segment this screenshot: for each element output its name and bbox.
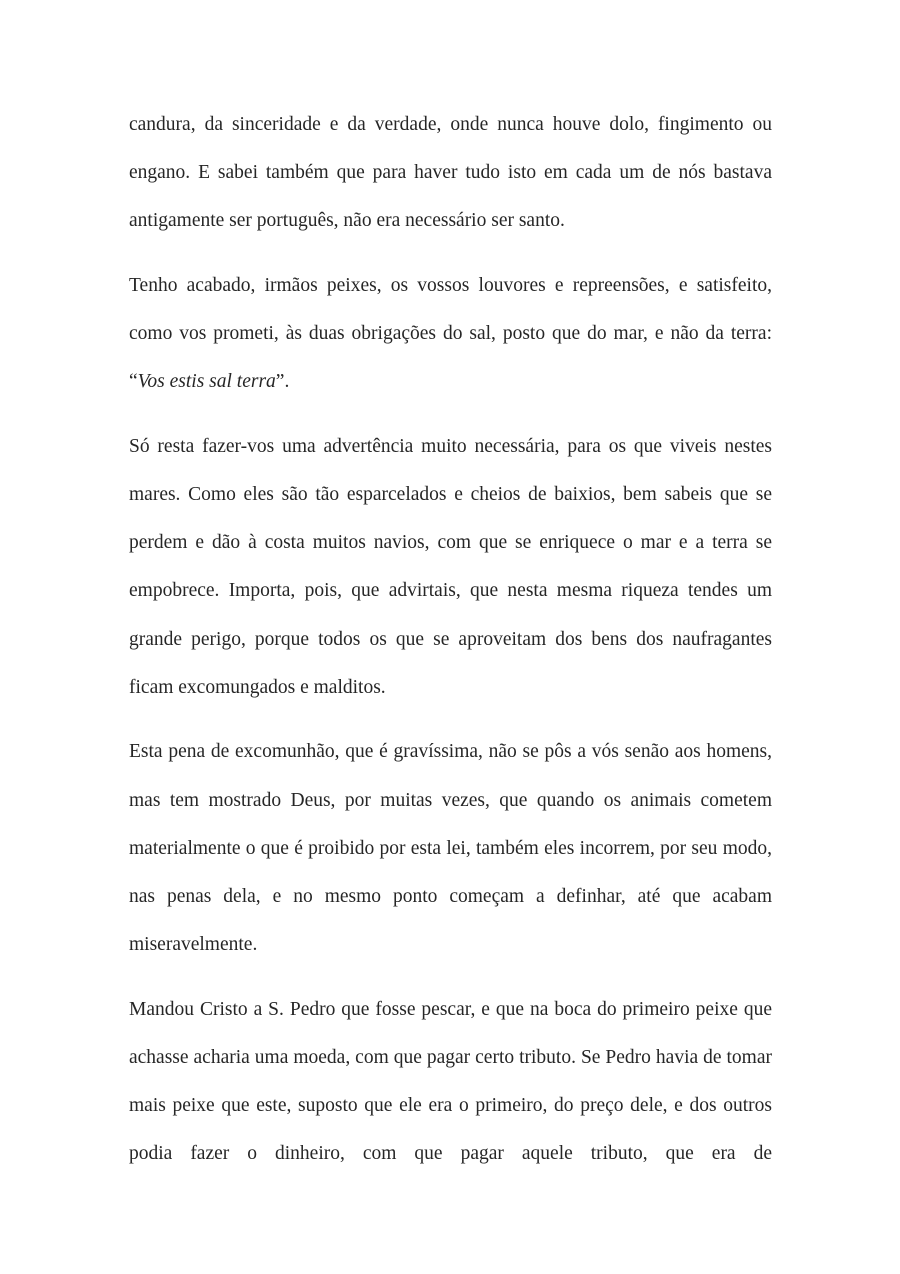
paragraph-4: Esta pena de excomunhão, que é gravíssima, não se pôs a vós senão aos homens, mas tem mostrado Deus, por muitas vezes, que quando os animais cometem materialmente o que é proibido por esta lei, também eles incorrem, por seu modo, nas penas dela, e no mesmo ponto começam a definhar, até que acabam miseravelmente. [129, 741, 772, 956]
body-text [129, 101, 772, 1178]
paragraph-2-text: Tenho acabado, irmãos peixes, os vossos louvores e repreensões, e satisfeito, como vos prometi, às duas obrigações do sal, posto que do mar, e não da terra: “ [129, 274, 772, 393]
paragraph-3: Só resta fazer-vos uma advertência muito necessária, para os que viveis nestes mares. Como eles são tão esparcelados e cheios de baixios, bem sabeis que se perdem e dão à costa muitos navios, com que se enriquece o mar e a terra se empobrece. Importa, pois, que advirtais, que nesta mesma riqueza tendes um grande perigo, porque todos os que se aproveitam dos bens dos naufragantes ficam excomungados e malditos. [129, 435, 772, 698]
paragraph-2 [129, 262, 772, 407]
paragraph-5: Mandou Cristo a S. Pedro que fosse pescar, e que na boca do primeiro peixe que achasse acharia uma moeda, com que pagar certo tributo. Se Pedro havia de tomar mais peixe que este, suposto que ele era o primeiro, do preço dele, e dos outros podia fazer o dinheiro, com que pagar aquele tributo, que era de [129, 998, 772, 1165]
latin-quote: Vos estis sal terra [137, 371, 276, 393]
paragraph-1: candura, da sinceridade e da verdade, onde nunca houve dolo, fingimento ou engano. E sabei também que para haver tudo isto em cada um de nós bastava antigamente ser português, não era necessário ser santo. [129, 114, 772, 232]
paragraph-2-closing: ”. [275, 371, 290, 393]
